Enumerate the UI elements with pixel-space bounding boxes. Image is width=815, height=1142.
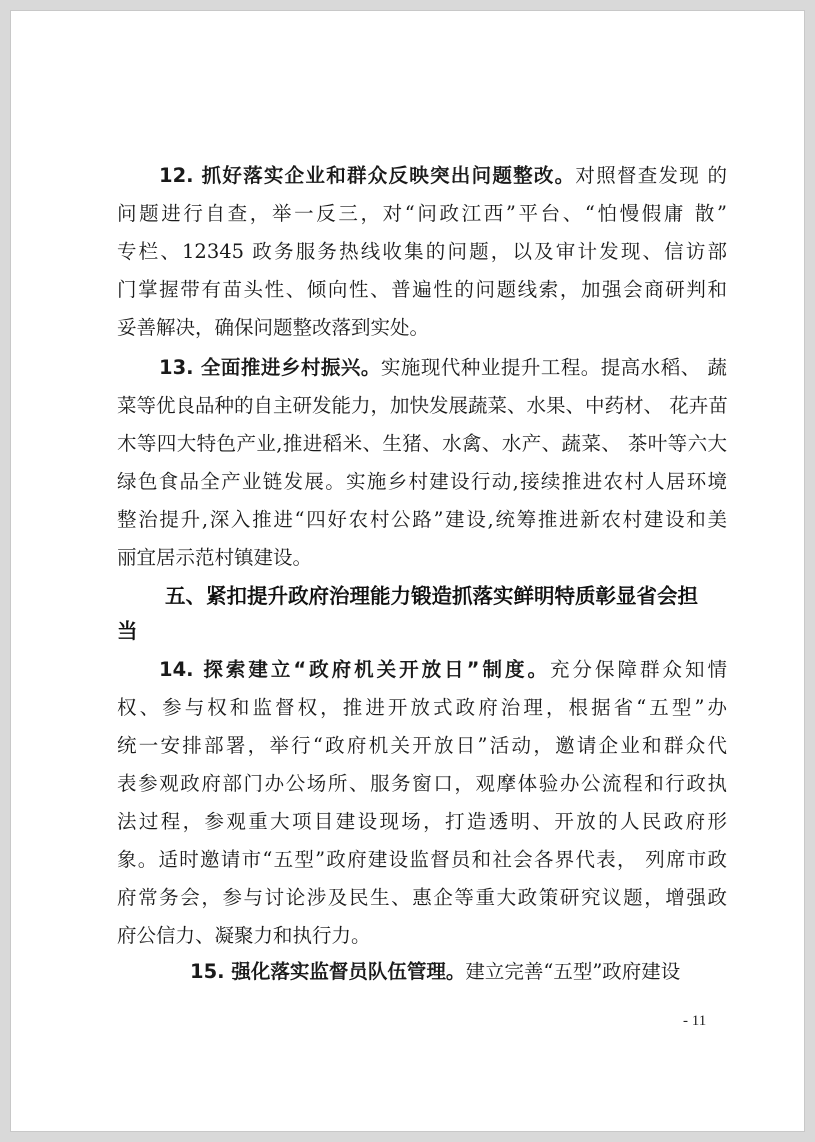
paragraph-13-line-5: 整治提升,深入推进“四好农村公路”建设,统筹推进新农村建设和美	[117, 508, 727, 531]
page-number: - 11	[683, 1013, 707, 1029]
paragraph-14-line-8: 府公信力、凝聚力和执行力。	[117, 924, 371, 947]
paragraph-14-line-1: 14. 探索建立“政府机关开放日”制度。充分保障群众知情	[159, 658, 727, 681]
paragraph-14-line-5: 法过程，参观重大项目建设现场，打造透明、开放的人民政府形	[117, 810, 727, 833]
paragraph-12-line-1: 12. 抓好落实企业和群众反映突出问题整改。对照督查发现 的	[159, 164, 727, 187]
paragraph-14-line-3: 统一安排部署，举行“政府机关开放日”活动，邀请企业和群众代	[117, 734, 727, 757]
paragraph-14-line-7: 府常务会，参与讨论涉及民生、惠企等重大政策研究议题，增强政	[117, 886, 727, 909]
paragraph-14-line-6: 象。适时邀请市“五型”政府建设监督员和社会各界代表， 列席市政	[117, 848, 727, 871]
section-heading-5: 五、紧扣提升政府治理能力锻造抓落实鲜明特质彰显省会担	[165, 584, 698, 608]
document-page	[10, 10, 805, 1132]
paragraph-12-line-2: 问题进行自查，举一反三，对“问政江西”平台、“怕慢假庸 散”	[117, 202, 727, 225]
paragraph-13-heading: 13. 全面推进乡村振兴。	[159, 356, 381, 379]
paragraph-14-line-2: 权、参与权和监督权，推进开放式政府治理，根据省“五型”办	[117, 696, 727, 719]
paragraph-12-line-4: 门掌握带有苗头性、倾向性、普遍性的问题线索，加强会商研判和	[117, 278, 727, 301]
paragraph-12-heading: 12. 抓好落实企业和群众反映突出问题整改。	[159, 164, 576, 187]
section-heading-5-continued: 当	[117, 619, 138, 643]
paragraph-15-line-1: 15. 强化落实监督员队伍管理。建立完善“五型”政府建设	[190, 960, 681, 983]
paragraph-13-line-2: 菜等优良品种的自主研发能力，加快发展蔬菜、水果、中药材、 花卉苗	[117, 394, 728, 417]
paragraph-15-heading: 15. 强化落实监督员队伍管理。	[190, 960, 466, 983]
paragraph-14-heading: 14. 探索建立“政府机关开放日”制度。	[159, 658, 550, 681]
paragraph-14-line-4: 表参观政府部门办公场所、服务窗口，观摩体验办公流程和行政执	[117, 772, 727, 795]
paragraph-13-line-1: 13. 全面推进乡村振兴。实施现代种业提升工程。提高水稻、 蔬	[159, 356, 727, 379]
paragraph-13-line-6: 丽宜居示范村镇建设。	[117, 546, 313, 569]
paragraph-12-line-3: 专栏、12345 政务服务热线收集的问题，以及审计发现、信访部	[117, 240, 727, 263]
paragraph-13-line-4: 绿色食品全产业链发展。实施乡村建设行动,接续推进农村人居环境	[117, 470, 727, 493]
paragraph-12-line-5: 妥善解决，确保问题整改落到实处。	[117, 316, 430, 339]
paragraph-13-line-3: 木等四大特色产业,推进稻米、生猪、水禽、水产、蔬菜、 茶叶等六大	[117, 432, 727, 455]
